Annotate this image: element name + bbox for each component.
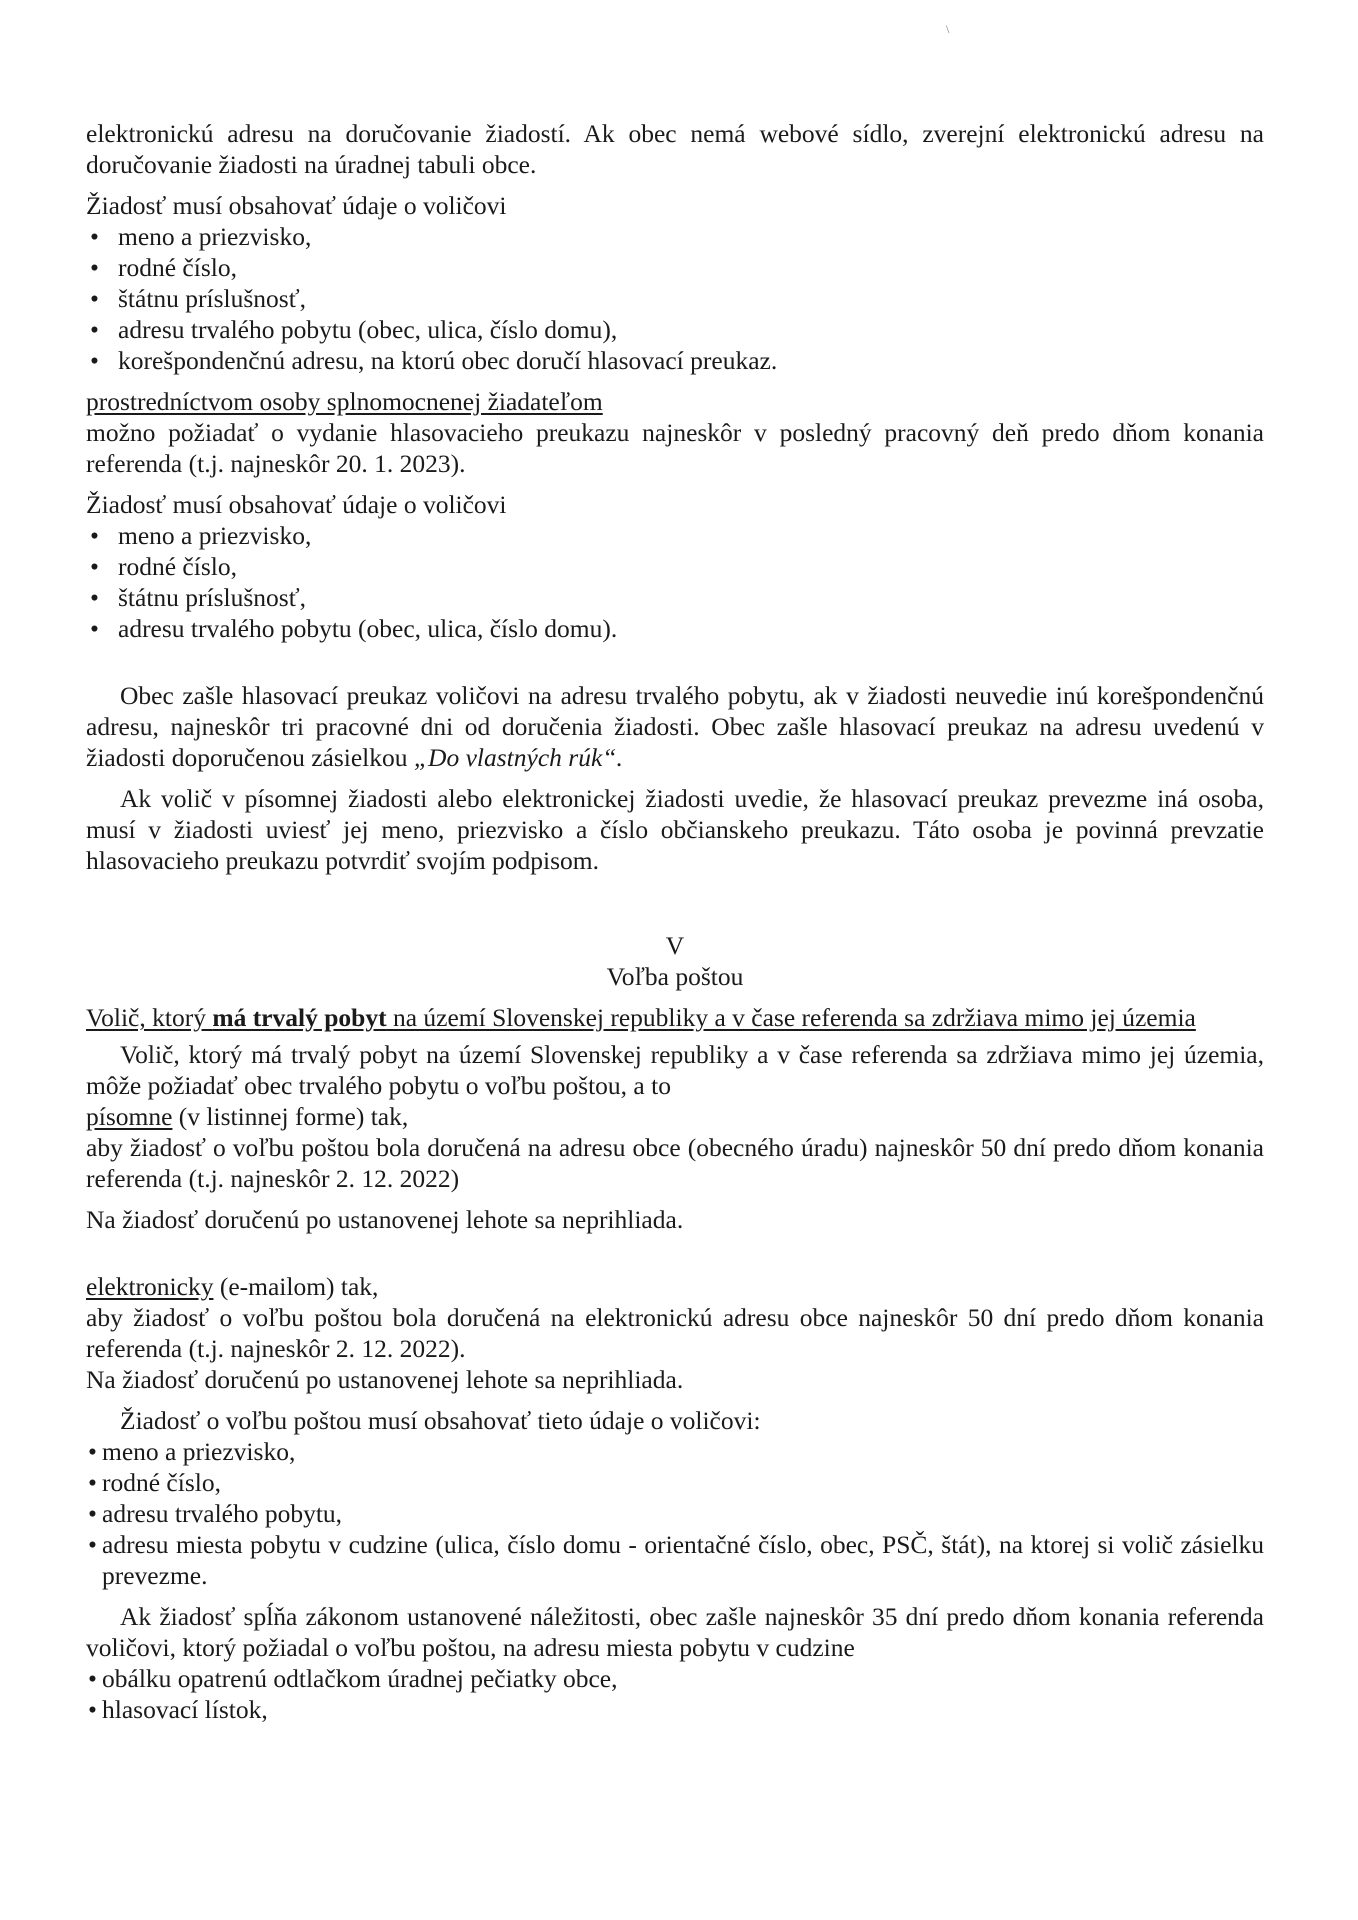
section-title: Voľba poštou — [606, 962, 744, 991]
bullet-icon: • — [88, 1437, 97, 1466]
list4 — [86, 1663, 1264, 1725]
late-note: Na žiadosť doručenú po ustanovenej lehote sa neprihliada. — [86, 1365, 684, 1394]
list1-intro: Žiadosť musí obsahovať údaje o voličovi — [86, 191, 507, 220]
list-item: • adresu trvalého pobytu (obec, ulica, číslo domu). — [90, 614, 618, 643]
final-paragraph: Ak žiadosť spĺňa zákonom ustanovené náležitosti, obec zašle najneskôr 35 dní predo dňom konania referenda voličovi, ktorý požiadal o voľbu poštou, na adresu miesta pobytu v cudzine — [86, 1602, 1264, 1662]
late-note: Na žiadosť doručenú po ustanovenej lehote sa neprihliada. — [86, 1205, 684, 1234]
list-item: • korešpondenčnú adresu, na ktorú obec doručí hlasovací preukaz. — [90, 346, 778, 375]
list3 — [86, 1436, 1264, 1591]
bullet-icon: • — [88, 1468, 97, 1497]
proxy-heading: prostredníctvom osoby splnomocnenej žiadateľom — [86, 387, 603, 416]
list-item: • meno a priezvisko, — [90, 222, 312, 251]
written-label: písomne (v listinnej forme) tak, — [86, 1102, 409, 1131]
postal-intro: Volič, ktorý má trvalý pobyt na území Slovenskej republiky a v čase referenda sa zdržiava mimo jej územia, môže požiadať obec trvalého pobytu o voľbu poštou, a to — [86, 1040, 1264, 1100]
written-paragraph: aby žiadosť o voľbu poštou bola doručená na adresu obce (obecného úradu) najneskôr 50 dní predo dňom konania referenda (t.j. najneskôr 2. 12. 2022) — [86, 1133, 1264, 1193]
bullet-icon: • — [90, 222, 99, 251]
bullet-icon: • — [88, 1499, 97, 1528]
list1 — [86, 221, 1264, 376]
paragraph-electronic-address: elektronickú adresu na doručovanie žiadostí. Ak obec nemá webové sídlo, zverejní elektronickú adresu na doručovanie žiadosti na úradnej tabuli obce. — [86, 119, 1264, 179]
bullet-icon: • — [88, 1695, 97, 1724]
list-item: • štátnu príslušnosť, — [90, 583, 306, 612]
list-item: • obálku opatrenú odtlačkom úradnej pečiatky obce, — [88, 1664, 618, 1693]
bullet-icon: • — [90, 521, 99, 550]
bullet-icon: • — [90, 284, 99, 313]
list3-intro: Žiadosť o voľbu poštou musí obsahovať tieto údaje o voličovi: — [120, 1406, 761, 1435]
bullet-icon: • — [90, 346, 99, 375]
list-item: • štátnu príslušnosť, — [90, 284, 306, 313]
bullet-icon: • — [90, 253, 99, 282]
bullet-icon: • — [88, 1664, 97, 1693]
delivery-paragraph: Obec zašle hlasovací preukaz voličovi na adresu trvalého pobytu, ak v žiadosti neuvedie inú korešpondenčnú adresu, najneskôr tri pracovné dni od doručenia žiadosti. Obec zašle hlasovací preukaz na adresu uvedenú v žiadosti doporučenou zásielkou „Do vlastných rúk“. — [86, 681, 1264, 772]
proxy-paragraph: možno požiadať o vydanie hlasovacieho preukazu najneskôr v posledný pracovný deň predo dňom konania referenda (t.j. najneskôr 20. 1. 2023). — [86, 418, 1264, 478]
section-subheading: Volič, ktorý má trvalý pobyt na území Slovenskej republiky a v čase referenda sa zdržiava mimo jej územia — [86, 1003, 1196, 1032]
list-item: • adresu miesta pobytu v cudzine (ulica, číslo domu - orientačné číslo, obec, PSČ, štát), na ktorej si volič zásielku prevezme. — [88, 1530, 1264, 1590]
list-item: • rodné číslo, — [88, 1468, 221, 1497]
list-item: • adresu trvalého pobytu, — [88, 1499, 343, 1528]
list-item: • meno a priezvisko, — [88, 1437, 296, 1466]
list-item: • rodné číslo, — [90, 253, 237, 282]
list-item: • meno a priezvisko, — [90, 521, 312, 550]
list2-intro: Žiadosť musí obsahovať údaje o voličovi — [86, 490, 507, 519]
email-label: elektronicky (e-mailom) tak, — [86, 1272, 379, 1301]
bullet-icon: • — [90, 614, 99, 643]
bullet-icon: • — [88, 1530, 97, 1559]
email-paragraph: aby žiadosť o voľbu poštou bola doručená na elektronickú adresu obce najneskôr 50 dní predo dňom konania referenda (t.j. najneskôr 2. 12. 2022). — [86, 1303, 1264, 1363]
bullet-icon: • — [90, 315, 99, 344]
other-person-paragraph: Ak volič v písomnej žiadosti alebo elektronickej žiadosti uvedie, že hlasovací preukaz prevezme iná osoba, musí v žiadosti uviesť jej meno, priezvisko a číslo občianskeho preukazu. Táto osoba je povinná prevzatie hlasovacieho preukazu potvrdiť svojím podpisom. — [86, 784, 1264, 875]
registered-mail-term: „Do vlastných rúk“. — [413, 743, 623, 772]
list2 — [86, 520, 1264, 644]
section-number: V — [665, 931, 685, 960]
list-item: • adresu trvalého pobytu (obec, ulica, číslo domu), — [90, 315, 618, 344]
list-item: • hlasovací lístok, — [88, 1695, 268, 1724]
bullet-icon: • — [90, 583, 99, 612]
bullet-icon: • — [90, 552, 99, 581]
list-item: • rodné číslo, — [90, 552, 237, 581]
scan-mark: \ — [946, 22, 950, 36]
